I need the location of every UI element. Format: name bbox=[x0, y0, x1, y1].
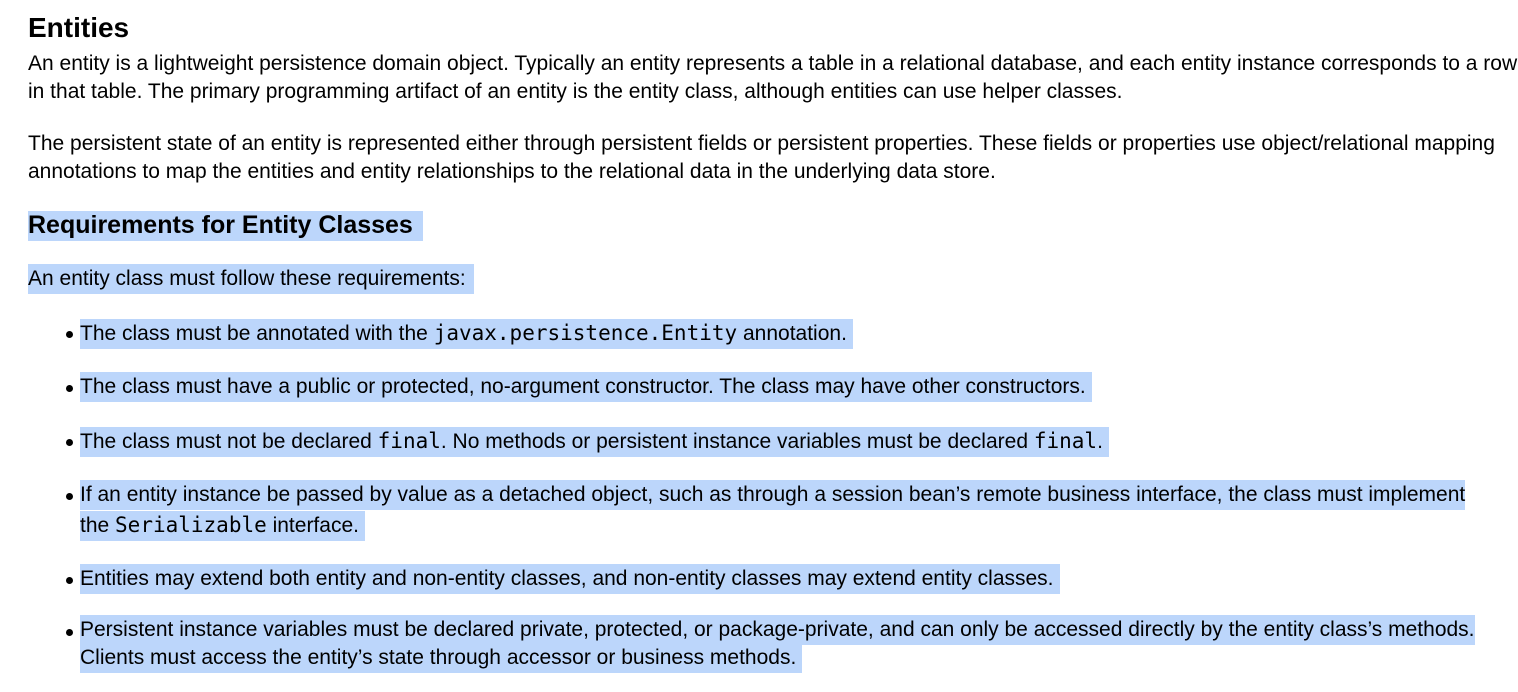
page-title: Entities bbox=[28, 12, 130, 43]
section-heading: Requirements for Entity Classes bbox=[28, 207, 423, 243]
bullet-icon bbox=[66, 493, 73, 500]
bullet-icon bbox=[66, 385, 73, 392]
code-snippet: final bbox=[377, 429, 441, 453]
paragraph-persistent-state: The persistent state of an entity is represented either through persistent fields or persistent properties. These fields or properties use object/relational mapping annotations to map the entities and entity relationships to the relational data in the underlying data store. bbox=[28, 132, 1495, 183]
code-snippet: javax.persistence.Entity bbox=[433, 321, 738, 345]
requirements-intro: An entity class must follow these requirements: bbox=[28, 265, 1518, 293]
bullet-icon bbox=[66, 629, 73, 636]
code-snippet: Serializable bbox=[115, 513, 267, 537]
bullet-icon bbox=[66, 439, 73, 446]
paragraph-entity-definition: An entity is a lightweight persistence domain object. Typically an entity represents a table in a relational database, and each entity instance corresponds to a row in that table. The primary programming artifact of an entity is the entity class, although entities can use helper classes. bbox=[28, 52, 1518, 103]
bullet-icon bbox=[66, 331, 73, 338]
bullet-icon bbox=[66, 577, 73, 584]
code-snippet: final bbox=[1033, 429, 1098, 453]
